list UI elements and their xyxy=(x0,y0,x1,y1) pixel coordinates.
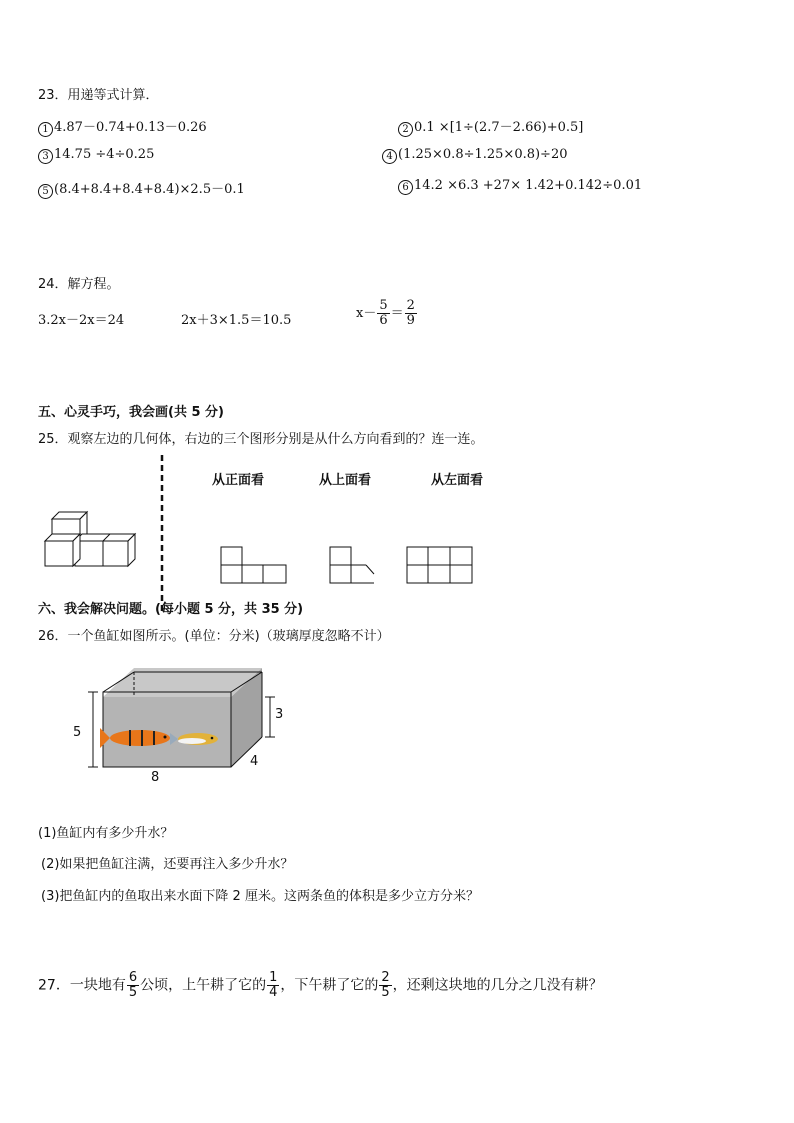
view-label-left: 从左面看 xyxy=(431,473,484,488)
q27-prefix: 27．一块地有 xyxy=(38,977,126,994)
dim-width-label: 4 xyxy=(250,754,259,769)
section-6-heading: 六、我会解决问题。(每小题 5 分，共 35 分) xyxy=(38,602,304,617)
circled-number-4: 4 xyxy=(382,149,397,164)
q27-fraction-3: $\frac{2}{5}$ xyxy=(381,970,390,1000)
q24-eq3-fraction-1: $\frac{5}{6}$ xyxy=(379,298,388,328)
q23-title: 23．用递等式计算． xyxy=(38,88,159,103)
q26-sub-3: (3)把鱼缸内的鱼取出来水面下降 2 厘米。这两条鱼的体积是多少立方分米？ xyxy=(41,889,479,904)
circled-number-3: 3 xyxy=(38,149,53,164)
circled-number-6: 6 xyxy=(398,180,413,195)
q27-text xyxy=(38,971,603,1000)
circled-number-2: 2 xyxy=(398,122,413,137)
q26-title: 26．一个鱼缸如图所示。(单位：分米)（玻璃厚度忽略不计） xyxy=(38,629,390,644)
q23-expr-6: 14.2 ×6.3 +27× 1.42+0.142÷0.01 xyxy=(414,178,643,193)
dim-height-label: 5 xyxy=(73,725,82,740)
circled-number-5: 5 xyxy=(38,184,53,199)
q26-sub-1: (1)鱼缸内有多少升水？ xyxy=(38,826,174,841)
q23-expr-4: (1.25×0.8÷1.25×0.8)÷20 xyxy=(398,147,568,162)
dim-length-label: 8 xyxy=(151,770,160,785)
q24-eq3-fraction-2: $\frac{2}{9}$ xyxy=(406,298,415,328)
q24-title: 24．解方程。 xyxy=(38,277,120,292)
section-5-heading: 五、心灵手巧，我会画(共 5 分) xyxy=(38,405,224,420)
q23-expr-3: 14.75 ÷4÷0.25 xyxy=(54,147,155,162)
q23-expr-2: 0.1 ×[1÷(2.7－2.66)+0.5] xyxy=(414,120,584,135)
q23-expr-1: 4.87－0.74+0.13－0.26 xyxy=(54,120,207,135)
view-label-front: 从正面看 xyxy=(212,473,265,488)
q24-eq3-equals: ＝ xyxy=(390,306,404,321)
circled-number-1: 1 xyxy=(38,122,53,137)
view-label-top: 从上面看 xyxy=(319,473,372,488)
q24-eq3-prefix: x－ xyxy=(356,306,377,321)
dim-water-label: 3 xyxy=(275,707,284,722)
q27-fraction-1: $\frac{6}{5}$ xyxy=(128,970,138,1000)
q27-part-3: ，下午耕了它的 xyxy=(280,977,379,994)
q24-equation-2: 2x＋3×1.5＝10.5 xyxy=(181,313,292,328)
q23-expr-5: (8.4+8.4+8.4+8.4)×2.5－0.1 xyxy=(54,182,245,197)
q27-part-2: 公顷，上午耕了它的 xyxy=(140,977,267,994)
q24-equation-1: 3.2x－2x＝24 xyxy=(38,313,125,328)
q27-part-4: ，还剩这块地的几分之几没有耕？ xyxy=(392,977,603,994)
q26-sub-2: (2)如果把鱼缸注满，还要再注入多少升水？ xyxy=(41,857,294,872)
q27-fraction-2: $\frac{1}{4}$ xyxy=(269,970,278,1000)
q25-title: 25．观察左边的几何体，右边的三个图形分别是从什么方向看到的？连一连。 xyxy=(38,432,484,447)
